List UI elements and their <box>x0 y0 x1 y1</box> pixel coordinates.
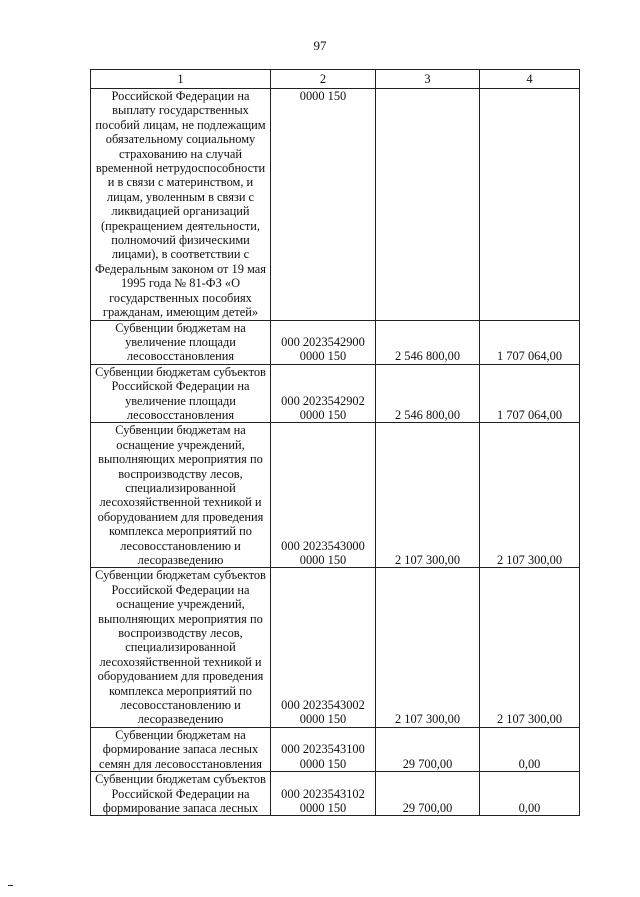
table-row <box>91 568 580 727</box>
row-sum-fact-cell: 1 707 064,00 <box>480 320 580 364</box>
row-sum-fact-cell: 2 107 300,00 <box>480 568 580 727</box>
header-col-1: 1 <box>91 70 271 89</box>
header-col-3: 3 <box>376 70 480 89</box>
row-sum-plan-cell: 29 700,00 <box>376 727 480 771</box>
row-code-cell: 000 2023543100 0000 150 <box>271 727 376 771</box>
row-name-cell: Субвенции бюджетам субъектов Российской Федерации на оснащение учреждений, выполняющих мероприятия по воспроизводству лесов, специализированной лесохозяйственной техникой и оборудованием для проведения комплекса мероприятий по лесовосстановлению и лесоразведению <box>91 568 271 727</box>
row-code-cell: 000 2023542902 0000 150 <box>271 364 376 423</box>
budget-table <box>90 69 580 816</box>
table-header-row <box>91 70 580 89</box>
row-name-cell: Субвенции бюджетам на формирование запаса лесных семян для лесовосстановления <box>91 727 271 771</box>
row-sum-fact-cell: 0,00 <box>480 727 580 771</box>
row-sum-plan-cell: 2 546 800,00 <box>376 320 480 364</box>
row-code-cell: 0000 150 <box>271 89 376 321</box>
table-row <box>91 772 580 816</box>
page-number: 97 <box>313 38 327 53</box>
row-sum-plan-cell <box>376 89 480 321</box>
table-row <box>91 423 580 568</box>
table-row <box>91 364 580 423</box>
row-code-cell: 000 2023542900 0000 150 <box>271 320 376 364</box>
row-sum-fact-cell: 1 707 064,00 <box>480 364 580 423</box>
row-sum-plan-cell: 2 107 300,00 <box>376 568 480 727</box>
row-name-cell: Субвенции бюджетам на оснащение учреждений, выполняющих мероприятия по воспроизводству лесов, специализированной лесохозяйственной техникой и оборудованием для проведения комплекса мероприятий по лесовосстановлению и лесоразведению <box>91 423 271 568</box>
row-name-cell: Субвенции бюджетам субъектов Российской Федерации на увеличение площади лесовосстановления <box>91 364 271 423</box>
table-row <box>91 89 580 321</box>
header-col-2: 2 <box>271 70 376 89</box>
row-code-cell: 000 2023543002 0000 150 <box>271 568 376 727</box>
row-name-cell: Субвенции бюджетам на увеличение площади лесовосстановления <box>91 320 271 364</box>
row-sum-plan-cell: 2 546 800,00 <box>376 364 480 423</box>
row-sum-fact-cell <box>480 89 580 321</box>
table-row <box>91 727 580 771</box>
header-col-4: 4 <box>480 70 580 89</box>
table-row <box>91 320 580 364</box>
row-sum-fact-cell: 0,00 <box>480 772 580 816</box>
row-name-cell: Субвенции бюджетам субъектов Российской Федерации на формирование запаса лесных <box>91 772 271 816</box>
row-code-cell: 000 2023543000 0000 150 <box>271 423 376 568</box>
margin-mark <box>8 885 13 886</box>
row-code-cell: 000 2023543102 0000 150 <box>271 772 376 816</box>
row-name-cell: Российской Федерации на выплату государственных пособий лицам, не подлежащим обязательному социальному страхованию на случай временной нетрудоспособности и в связи с материнством, и лицам, уволенным в связи с ликвидацией организаций (прекращением деятельности, полномочий физическими лицами), в соответствии с Федеральным законом от 19 мая 1995 года № 81-ФЗ «О государственных пособиях гражданам, имеющим детей» <box>91 89 271 321</box>
row-sum-plan-cell: 2 107 300,00 <box>376 423 480 568</box>
row-sum-plan-cell: 29 700,00 <box>376 772 480 816</box>
row-sum-fact-cell: 2 107 300,00 <box>480 423 580 568</box>
